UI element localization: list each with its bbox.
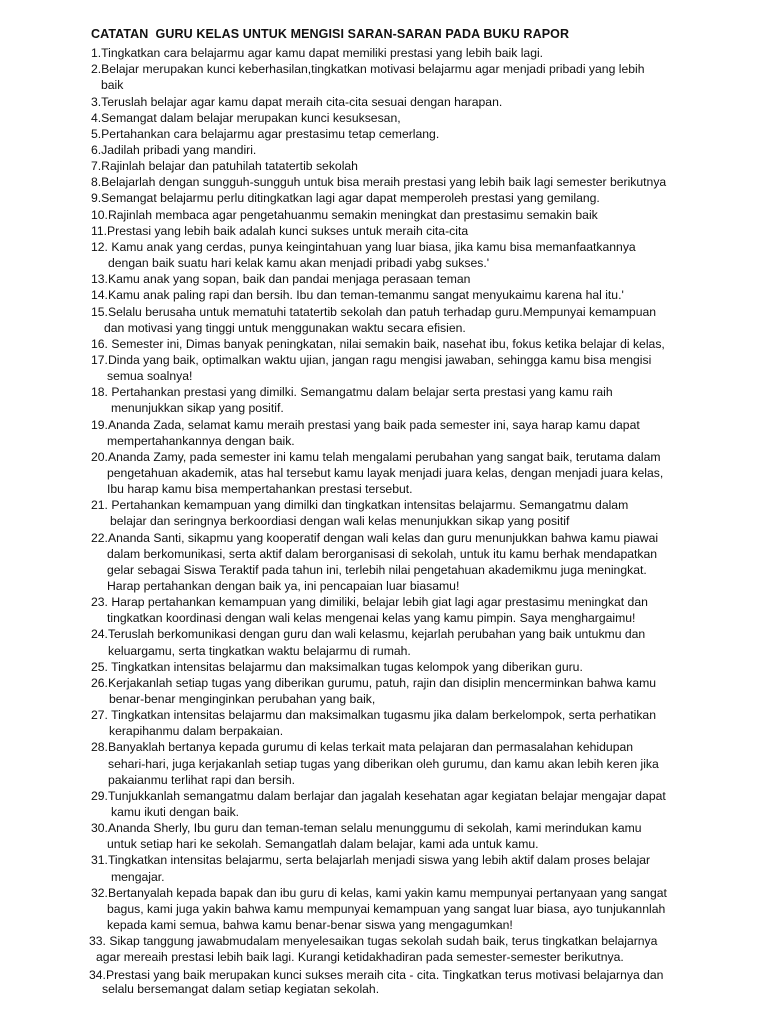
list-item: 20.Ananda Zamy, pada semester ini kamu telah mengalami perubahan yang sangat baik, terutama dalam (91, 450, 661, 464)
list-item: 26.Kerjakanlah setiap tugas yang diberikan gurumu, patuh, rajin dan disiplin mencerminkan bahwa kamu (91, 676, 657, 690)
list-item-continuation: untuk setiap hari ke sekolah. Semangatlah dalam belajar, kami ada untuk kamu. (107, 837, 539, 851)
list-item: 27. Tingkatkan intensitas belajarmu dan maksimalkan tugasmu jika dalam berkelompok, serta perhatikan (91, 708, 656, 722)
list-item: 21. Pertahankan kemampuan yang dimilki dan tingkatkan intensitas belajarmu. Semangatmu dalam (91, 498, 629, 512)
list-item-continuation: belajar dan seringnya berkoordiasi dengan wali kelas menunjukkan sikap yang positif (110, 514, 570, 528)
list-item: 8.Belajarlah dengan sungguh-sungguh untuk bisa meraih prestasi yang lebih baik lagi semester berikutnya (91, 175, 667, 189)
list-item-continuation: menunjukkan sikap yang positif. (111, 401, 284, 415)
list-item: 29.Tunjukkanlah semangatmu dalam berlajar dan jagalah kesehatan agar kegiatan belajar mengajar dapat (91, 789, 666, 803)
list-item: 28.Banyaklah bertanya kepada gurumu di kelas terkait mata pelajaran dan permasalahan kehidupan (91, 740, 634, 754)
list-item: 32.Bertanyalah kepada bapak dan ibu guru di kelas, kami yakin kamu mempunyai pertanyaan yang sangat (91, 886, 667, 900)
list-item-continuation: pakaianmu terlihat rapi dan bersih. (108, 773, 295, 787)
list-item: 4.Semangat dalam belajar merupakan kunci kesuksesan, (91, 111, 401, 125)
list-item: 1.Tingkatkan cara belajarmu agar kamu dapat memiliki prestasi yang lebih baik lagi. (91, 46, 544, 60)
list-item: 3.Teruslah belajar agar kamu dapat meraih cita-cita sesuai dengan harapan. (91, 95, 503, 109)
list-item: 2.Belajar merupakan kunci keberhasilan,tingkatkan motivasi belajarmu agar menjadi pribadi yang lebih (91, 62, 645, 76)
list-item: 5.Pertahankan cara belajarmu agar prestasimu tetap cemerlang. (91, 127, 440, 141)
list-item-continuation: dan motivasi yang tinggi untuk menggunakan waktu secara efisien. (104, 321, 466, 335)
list-item-continuation: gelar sebagai Siswa Teraktif pada tahun ini, terlebih nilai pengetahuan akademikmu juga meningkat. (107, 563, 647, 577)
list-item: 11.Prestasi yang lebih baik adalah kunci sukses untuk meraih cita-cita (91, 224, 469, 238)
list-item: 19.Ananda Zada, selamat kamu meraih prestasi yang baik pada semester ini, saya harap kamu dapat (91, 418, 640, 432)
list-item: 10.Rajinlah membaca agar pengetahuanmu semakin meningkat dan prestasimu semakin baik (91, 208, 598, 222)
list-item-continuation: pengetahuan akademik, atas hal tersebut kamu layak menjadi juara kelas, dengan menjadi juara kelas, (107, 466, 664, 480)
list-item-continuation: agar mereaih prestasi lebih baik lagi. Kurangi ketidakhadiran pada semester-semester berikutnya. (96, 950, 624, 964)
list-item: 13.Kamu anak yang sopan, baik dan pandai menjaga perasaan teman (91, 272, 471, 286)
list-item-continuation: bagus, kami juga yakin bahwa kamu mempunyai kemampuan yang sangat luar biasa, ayo tunjukannlah (107, 902, 666, 916)
list-item-continuation: kamu ikuti dengan baik. (111, 805, 240, 819)
list-item-continuation: dalam berkomunikasi, serta aktif dalam berorganisasi di sekolah, untuk itu kamu berhak mendapatkan (107, 547, 658, 561)
list-item: 24.Teruslah berkomunikasi dengan guru dan wali kelasmu, kejarlah perubahan yang baik untukmu dan (91, 627, 646, 641)
list-item-continuation: dengan baik suatu hari kelak kamu akan menjadi pribadi yabg sukses.' (108, 256, 490, 270)
list-item-continuation: kerapihanmu dalam berpakaian. (109, 724, 284, 738)
list-item: 16. Semester ini, Dimas banyak peningkatan, nilai semakin baik, nasehat ibu, fokus ketika belajar di kelas, (91, 337, 665, 351)
list-item: 31.Tingkatkan intensitas belajarmu, serta belajarlah menjadi siswa yang lebih aktif dalam proses belajar (91, 853, 651, 867)
list-item: 6.Jadilah pribadi yang mandiri. (91, 143, 257, 157)
list-item: 23. Harap pertahankan kemampuan yang dimiliki, belajar lebih giat lagi agar prestasimu meningkat dan (91, 595, 648, 609)
list-item-continuation: sehari-hari, juga kerjakanlah setiap tugas yang diberikan oleh gurumu, dan kamu akan lebih keren jika (108, 757, 659, 771)
list-item: 15.Selalu berusaha untuk mematuhi tatatertib sekolah dan patuh terhadap guru.Mempunyai kemampuan (91, 305, 657, 319)
list-item-continuation: selalu bersemangat dalam setiap kegiatan sekolah. (102, 982, 380, 996)
list-item: 25. Tingkatkan intensitas belajarmu dan maksimalkan tugas kelompok yang diberikan guru. (91, 660, 583, 674)
list-item: 12. Kamu anak yang cerdas, punya keingintahuan yang luar biasa, jika kamu bisa memanfaatkannya (91, 240, 636, 254)
list-item: 17.Dinda yang baik, optimalkan waktu ujian, jangan ragu mengisi jawaban, sehingga kamu bisa mengisi (91, 353, 652, 367)
list-item: 18. Pertahankan prestasi yang dimilki. Semangatmu dalam belajar serta prestasi yang kamu raih (91, 385, 613, 399)
list-item-continuation: benar-benar menginginkan perubahan yang baik, (109, 692, 376, 706)
list-item: 22.Ananda Santi, sikapmu yang kooperatif dengan wali kelas dan guru menunjukkan bahwa kamu piawai (91, 531, 659, 545)
list-item-continuation: Ibu harap kamu bisa mempertahankan prestasi tersebut. (107, 482, 413, 496)
list-item: 9.Semangat belajarmu perlu ditingkatkan lagi agar dapat memperoleh prestasi yang gemilang. (91, 191, 600, 205)
list-item-continuation: keluargamu, serta tingkatkan waktu belajarmu di rumah. (108, 644, 411, 658)
list-item: 34.Prestasi yang baik merupakan kunci sukses meraih cita - cita. Tingkatkan terus motivasi belajarnya dan (89, 968, 664, 982)
list-item-continuation: mempertahankannya dengan baik. (107, 434, 295, 448)
list-item: 7.Rajinlah belajar dan patuhilah tatatertib sekolah (91, 159, 358, 173)
list-item-continuation: mengajar. (111, 870, 165, 884)
list-item: 33. Sikap tanggung jawabmudalam menyelesaikan tugas sekolah sudah baik, terus tingkatkan belajarnya (89, 934, 658, 948)
list-item: 30.Ananda Sherly, Ibu guru dan teman-teman selalu menunggumu di sekolah, kami merindukan kamu (91, 821, 642, 835)
list-item-continuation: semua soalnya! (107, 369, 193, 383)
list-item-continuation: kepada kami semua, bahwa kamu benar-benar siswa yang mengagumkan! (107, 918, 513, 932)
list-item-continuation: baik (101, 78, 124, 92)
document-title: CATATAN GURU KELAS UNTUK MENGISI SARAN-SARAN PADA BUKU RAPOR (91, 27, 570, 41)
list-item-continuation: tingkatkan koordinasi dengan wali kelas mengenai kelas yang kamu pimpin. Saya menghargaimu! (107, 611, 636, 625)
list-item: 14.Kamu anak paling rapi dan bersih. Ibu dan teman-temanmu sangat menyukaimu karena hal itu.' (91, 288, 624, 302)
list-item-continuation: Harap pertahankan dengan baik ya, ini pencapaian luar biasamu! (107, 579, 460, 593)
